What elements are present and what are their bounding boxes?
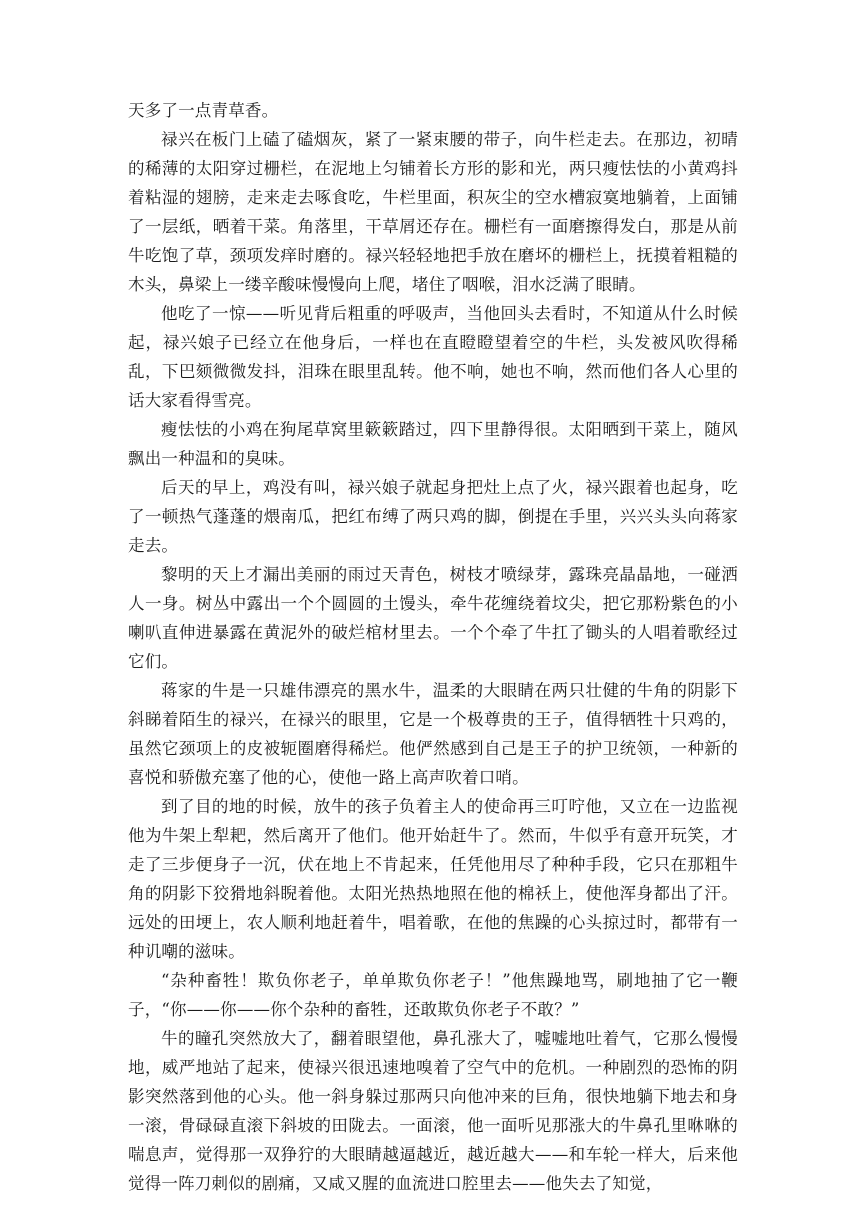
paragraph: 他吃了一惊——听见背后粗重的呼吸声，当他回头去看时，不知道从什么时候起，禄兴娘子已经立在他身后，一样也在直瞪瞪望着空的牛栏，头发被风吹得稀乱，下巴颏微微发抖，泪珠在眼里乱转。他不响，她也不响，然而他们各人心里的话大家看得雪亮。: [128, 304, 738, 410]
paragraph: 到了目的地的时候，放牛的孩子负着主人的使命再三叮咛他，又立在一边监视他为牛架上犁耙，然后离开了他们。他开始赶牛了。然而，牛似乎有意开玩笑，才走了三步便身子一沉，伏在地上不肯起来，任凭他用尽了种种手段，它只在那粗牛角的阴影下狡猾地斜睨着他。太阳光热热地照在他的棉袄上，使他浑身都出了汗。远处的田埂上，农人顺利地赶着牛，唱着歌，在他的焦躁的心头掠过时，都带有一种讥嘲的滋味。: [128, 797, 738, 961]
paragraph: 牛的瞳孔突然放大了，翻着眼望他，鼻孔涨大了，嘘嘘地吐着气，它那么慢慢地，威严地站了起来，使禄兴很迅速地嗅着了空气中的危机。一种剧烈的恐怖的阴影突然落到他的心头。他一斜身躲过那两只向他冲来的巨角，很快地躺下地去和身一滚，骨碌碌直滚下斜坡的田陇去。一面滚，他一面听见那涨大的牛鼻孔里咻咻的喘息声，觉得那一双狰狞的大眼睛越逼越近，越近越大——和车轮一样大，后来他觉得一阵刀刺似的剧痛，又咸又腥的血流进口腔里去——他失去了知觉，: [128, 1029, 738, 1193]
paragraph: 黎明的天上才漏出美丽的雨过天青色，树枝才喷绿芽，露珠亮晶晶地，一碰洒人一身。树丛中露出一个个圆圆的土馒头，牵牛花缠绕着坟尖，把它那粉紫色的小喇叭直伸进暴露在黄泥外的破烂棺材里去。一个个牵了牛扛了锄头的人唱着歌经过它们。: [128, 565, 738, 671]
paragraph: 瘦怯怯的小鸡在狗尾草窝里簌簌踏过，四下里静得很。太阳晒到干菜上，随风飘出一种温和的臭味。: [128, 420, 738, 468]
document-body: [128, 96, 738, 1198]
paragraph: 蒋家的牛是一只雄伟漂亮的黑水牛，温柔的大眼睛在两只壮健的牛角的阴影下斜睇着陌生的禄兴，在禄兴的眼里，它是一个极尊贵的王子，值得牺牲十只鸡的，虽然它颈项上的皮被轭圈磨得稀烂。他俨然感到自己是王子的护卫统领，一种新的喜悦和骄傲充塞了他的心，使他一路上高声吹着口哨。: [128, 681, 738, 787]
paragraph: “杂种畜牲！欺负你老子，单单欺负你老子！”他焦躁地骂，刷地抽了它一鞭子，“你——你——你个杂种的畜牲，还敢欺负你老子不敢？”: [128, 971, 738, 1019]
paragraph: 后天的早上，鸡没有叫，禄兴娘子就起身把灶上点了火，禄兴跟着也起身，吃了一顿热气蓬蓬的煨南瓜，把红布缚了两只鸡的脚，倒提在手里，兴兴头头向蒋家走去。: [128, 478, 738, 555]
paragraph: 禄兴在板门上磕了磕烟灰，紧了一紧束腰的带子，向牛栏走去。在那边，初晴的稀薄的太阳穿过栅栏，在泥地上匀铺着长方形的影和光，两只瘦怯怯的小黄鸡抖着粘湿的翅膀，走来走去啄食吃，牛栏里面，积灰尘的空水槽寂寞地躺着，上面铺了一层纸，晒着干菜。角落里，干草屑还存在。栅栏有一面磨擦得发白，那是从前牛吃饱了草，颈项发痒时磨的。禄兴轻轻地把手放在磨坏的栅栏上，抚摸着粗糙的木头，鼻梁上一缕辛酸味慢慢向上爬，堵住了咽喉，泪水泛满了眼睛。: [128, 130, 738, 294]
paragraph: 天多了一点青草香。: [128, 101, 279, 120]
